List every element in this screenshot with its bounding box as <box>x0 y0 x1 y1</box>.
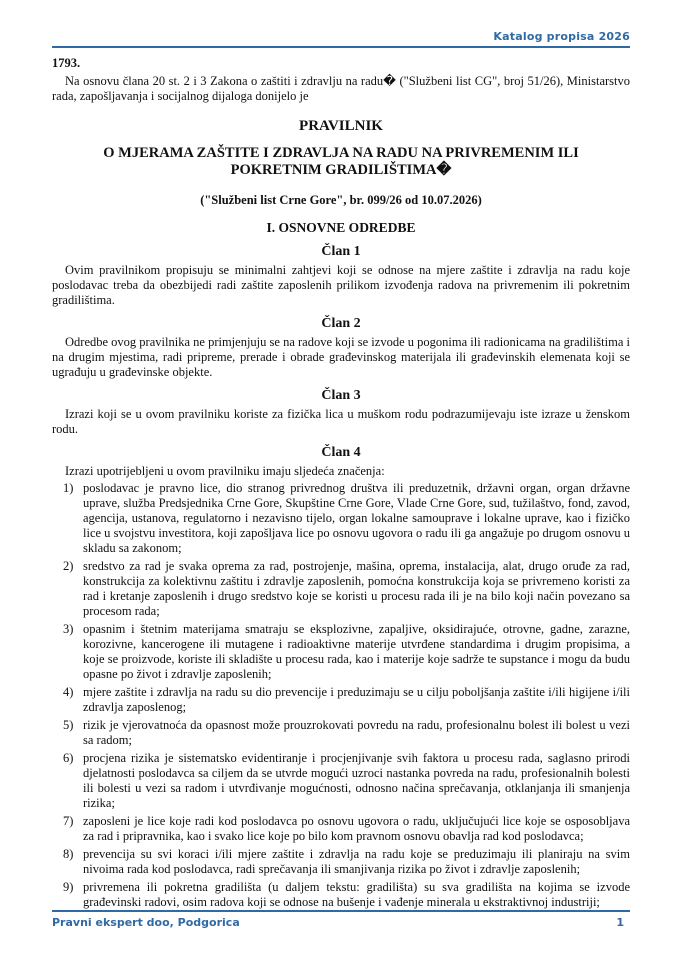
definitions-list <box>52 481 630 910</box>
item-text: sredstvo za rad je svaka oprema za rad, postrojenje, mašina, oprema, instalacija, alat, drugo oruđe za rad, konstrukcija za kolektivnu zaštitu i zdravlje zaposlenih, pomoćna konstrukcija koja se privremeno koristi za rad i kretanje zaposlenih i drugo sredstvo koje se koristi u procesu rada ili je na bilo koji način povezano sa procesom rada; <box>83 559 630 618</box>
item-text: prevencija su svi koraci i/ili mjere zaštite i zdravlja na radu koje se preduzimaju ili planiraju na svim nivoima rada kod poslodavca, radi sprečavanja ili smanjivanja rizika po život i zdravlje zaposlenih; <box>83 847 630 876</box>
article-text: Odredbe ovog pravilnika ne primjenjuju se na radove koji se izvode u pogonima ili radionicama na gradilištima i na drugim mjestima, radi pripreme, prerade i obrade građevinskog materijala ili građevinskih elemenata koji se ugrađuju u građevinske objekte. <box>52 335 630 379</box>
item-number: 7) <box>63 814 74 828</box>
list-item <box>52 718 630 748</box>
list-item <box>52 685 630 715</box>
item-text: mjere zaštite i zdravlja na radu su dio prevencije i preduzimaju se u cilju poboljšanja zaštite i/ili higijene i/ili zdravlja zaposlenog; <box>83 685 630 714</box>
item-number: 3) <box>63 622 74 636</box>
article-heading: Član 3 <box>321 388 361 403</box>
section-heading: I. OSNOVNE ODREDBE <box>266 220 416 235</box>
item-number: 6) <box>63 751 74 765</box>
list-item <box>52 751 630 811</box>
article-text: Izrazi koji se u ovom pravilniku koriste za fizička lica u muškom rodu podrazumijevaju iste izraze u ženskom rodu. <box>52 407 630 436</box>
document-title: PRAVILNIK <box>299 118 383 134</box>
item-number: 8) <box>63 847 74 861</box>
page-number: 1 <box>616 916 624 929</box>
item-text: privremena ili pokretna gradilišta (u daljem tekstu: gradilišta) su sva gradilišta na kojima se izvode građevinski radovi, osim radova koji se odnose na bušenje i vađenje minerala u ekstraktivnoj industriji; <box>83 880 630 909</box>
article-heading: Član 4 <box>321 445 361 460</box>
catalog-title: Katalog propisa 2026 <box>493 30 630 43</box>
article-text: Izrazi upotrijebljeni u ovom pravilniku imaju sljedeća značenja: <box>65 464 385 478</box>
item-text: procjena rizika je sistematsko evidentiranje i procjenjivanje svih faktora u procesu rada, saglasno prirodi djelatnosti poslodavca sa ciljem da se utvrde mogući uzroci nastanka povreda na radu, profesionalnih bolesti ili bolesti u vezi sa radom i utvrđivanje mogućnosti, odnosno načina sprečavanja, otklanjanja ili smanjenja rizika; <box>83 751 630 810</box>
list-item <box>52 880 630 910</box>
article-heading: Član 2 <box>321 316 361 331</box>
document-subtitle: O MJERAMA ZAŠTITE I ZDRAVLJA NA RADU NA PRIVREMENIM ILI POKRETNIM GRADILIŠTIMA� <box>103 145 579 178</box>
publisher-name: Pravni ekspert doo, Podgorica <box>52 916 240 929</box>
list-item <box>52 814 630 844</box>
item-text: poslodavac je pravno lice, dio stranog privrednog društva ili preduzetnik, državni organ, organ državne uprave, služba Predsjednika Crne Gore, Skupštine Crne Gore, Vlade Crne Gore, sud, tužilaštvo, fond, zavod, agencija, ustanova, regulatorno i nezavisno tijelo, organ lokalne samouprave i lokalne uprave, kao i fizičko lice u svojstvu investitora, koji zapošljava lice po osnovu ugovora o radu ili ga angažuje po drugom osnovu u skladu sa zakonom; <box>83 481 630 555</box>
item-text: opasnim i štetnim materijama smatraju se eksplozivne, zapaljive, oksidirajuće, otrovne, gadne, zarazne, korozivne, kancerogene ili mutagene i radioaktivne materije utvrđene standardima i drugim propisima, a koje se proizvode, koriste ili skladište u procesu rada, kao i materije koje sadrže te supstance i mogu da budu opasne po život i zdravlje zaposlenih; <box>83 622 630 681</box>
item-number: 2) <box>63 559 74 573</box>
gazette-reference: ("Službeni list Crne Gore", br. 099/26 od 10.07.2026) <box>200 193 482 207</box>
page-header <box>52 30 630 48</box>
item-text: rizik je vjerovatnoća da opasnost može prouzrokovati povredu na radu, profesionalnu bolest ili bolest u vezi sa radom; <box>83 718 630 747</box>
article-heading: Član 1 <box>321 244 361 259</box>
article-text: Ovim pravilnikom propisuju se minimalni zahtjevi koji se odnose na mjere zaštite i zdravlja na radu koje poslodavac treba da obezbijedi radi zaštite zaposlenih prilikom izvođenja radova na privremenim ili pokretnim gradilištima. <box>52 263 630 307</box>
item-number: 1) <box>63 481 74 495</box>
regulation-number: 1793. <box>52 56 81 70</box>
page-footer <box>52 910 630 930</box>
document-body <box>52 56 630 913</box>
list-item <box>52 559 630 619</box>
item-number: 5) <box>63 718 74 732</box>
item-number: 9) <box>63 880 74 894</box>
list-item <box>52 481 630 556</box>
item-number: 4) <box>63 685 74 699</box>
list-item <box>52 622 630 682</box>
list-item <box>52 847 630 877</box>
preamble: Na osnovu člana 20 st. 2 i 3 Zakona o zaštiti i zdravlju na radu� ("Službeni list CG", broj 51/26), Ministarstvo rada, zapošljavanja i socijalnog dijaloga donijelo je <box>52 74 630 103</box>
item-text: zaposleni je lice koje radi kod poslodavca po osnovu ugovora o radu, uključujući lice koje se osposobljava za rad i pripravnika, kao i svako lice koje po bilo kom pravnom osnovu obavlja rad kod poslodavca; <box>83 814 630 843</box>
